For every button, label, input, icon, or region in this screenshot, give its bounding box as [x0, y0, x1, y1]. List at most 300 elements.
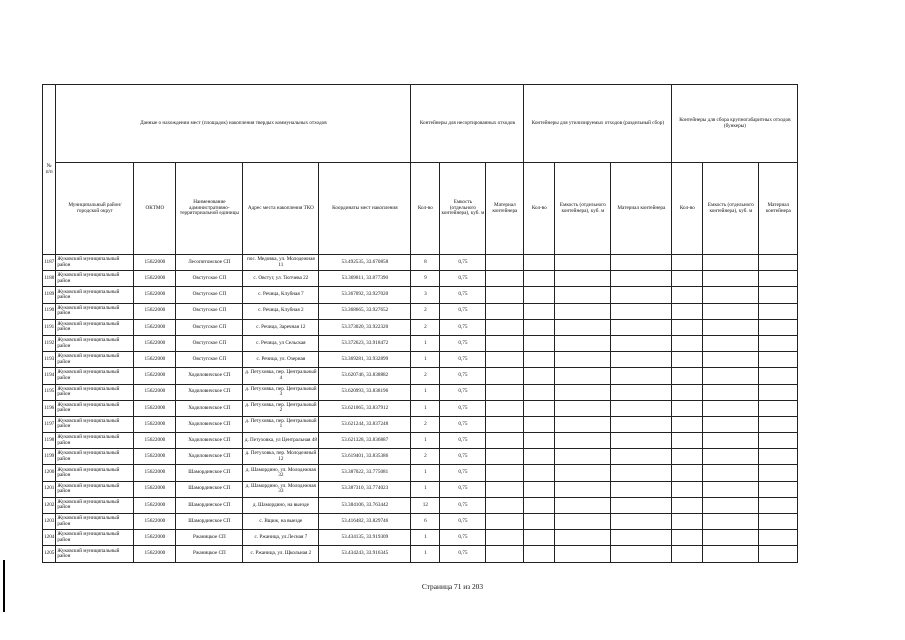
cell-address: с. Речица, Клубная 2 [243, 303, 319, 319]
cell-coords: 53.368665, 33.927652 [319, 303, 411, 319]
cell-coords: 53.620746, 33.838882 [319, 368, 411, 384]
header-district: Муниципальный район/городской округ [56, 163, 134, 255]
cell-empty [555, 433, 611, 449]
cell-unit: Овстугское СП [176, 335, 243, 351]
cell-address: д. Петуховка, пер. Центральный 2 [243, 400, 319, 416]
cell-empty [555, 335, 611, 351]
cell-coords: 53.434135, 33.919309 [319, 530, 411, 546]
table-row [43, 255, 798, 271]
cell-n: 1197 [43, 416, 56, 432]
cell-empty [524, 433, 555, 449]
cell-empty [486, 368, 524, 384]
cell-cap: 0,75 [440, 433, 486, 449]
cell-empty [611, 514, 672, 530]
cell-n: 1201 [43, 481, 56, 497]
cell-cap: 0,75 [440, 514, 486, 530]
cell-empty [759, 497, 798, 513]
cell-empty [486, 530, 524, 546]
cell-empty [672, 514, 703, 530]
cell-oktmo: 15622000 [134, 271, 176, 287]
cell-empty [486, 384, 524, 400]
cell-empty [486, 303, 524, 319]
cell-district: Жуковский муниципальный район [56, 255, 134, 271]
cell-district: Жуковский муниципальный район [56, 497, 134, 513]
cell-n: 1190 [43, 303, 56, 319]
cell-empty [703, 465, 759, 481]
cell-empty [555, 287, 611, 303]
cell-n: 1193 [43, 352, 56, 368]
cell-empty [611, 497, 672, 513]
cell-n: 1198 [43, 433, 56, 449]
cell-n: 1199 [43, 449, 56, 465]
scan-edge-mark [3, 560, 5, 612]
header-unit-name: Наименование административно-территориальной единицы [176, 163, 243, 255]
cell-empty [486, 481, 524, 497]
cell-empty [759, 255, 798, 271]
cell-oktmo: 15622000 [134, 481, 176, 497]
table-row [43, 319, 798, 335]
header-capacity-bulky: Емкость (отдельного контейнера), куб. м [703, 163, 759, 255]
cell-empty [524, 546, 555, 562]
cell-empty [486, 514, 524, 530]
cell-empty [486, 352, 524, 368]
cell-empty [555, 319, 611, 335]
cell-empty [611, 433, 672, 449]
cell-empty [672, 352, 703, 368]
cell-empty [555, 546, 611, 562]
cell-empty [759, 335, 798, 351]
header-number: № п/п [43, 85, 56, 255]
cell-qty: 2 [411, 319, 440, 335]
cell-coords: 53.369281, 33.932899 [319, 352, 411, 368]
cell-empty [703, 481, 759, 497]
cell-coords: 53.384106, 33.763442 [319, 497, 411, 513]
cell-empty [672, 368, 703, 384]
cell-oktmo: 15622000 [134, 546, 176, 562]
cell-district: Жуковский муниципальный район [56, 319, 134, 335]
cell-empty [611, 416, 672, 432]
cell-n: 1196 [43, 400, 56, 416]
cell-empty [555, 384, 611, 400]
cell-unit: Ходиловичское СП [176, 368, 243, 384]
cell-empty [703, 433, 759, 449]
cell-address: с. Овстуг, ул. Тютчева 22 [243, 271, 319, 287]
cell-coords: 53.621328, 33.836887 [319, 433, 411, 449]
cell-n: 1192 [43, 335, 56, 351]
cell-empty [703, 530, 759, 546]
cell-empty [759, 530, 798, 546]
cell-n: 1187 [43, 255, 56, 271]
cell-empty [703, 335, 759, 351]
cell-empty [555, 497, 611, 513]
cell-unit: Ходиловичское СП [176, 384, 243, 400]
cell-empty [703, 514, 759, 530]
cell-n: 1191 [43, 319, 56, 335]
cell-empty [703, 400, 759, 416]
cell-empty [703, 384, 759, 400]
cell-empty [672, 416, 703, 432]
cell-coords: 53.492535, 33.670858 [319, 255, 411, 271]
cell-empty [524, 319, 555, 335]
cell-empty [524, 384, 555, 400]
cell-empty [555, 514, 611, 530]
cell-empty [672, 530, 703, 546]
cell-district: Жуковский муниципальный район [56, 400, 134, 416]
cell-coords: 53.372623, 33.918472 [319, 335, 411, 351]
cell-empty [555, 400, 611, 416]
cell-empty [759, 287, 798, 303]
header-group-unsorted: Контейнеры для несортированных отходов [411, 85, 524, 163]
table-row [43, 368, 798, 384]
cell-qty: 3 [411, 287, 440, 303]
cell-district: Жуковский муниципальный район [56, 287, 134, 303]
cell-district: Жуковский муниципальный район [56, 384, 134, 400]
cell-cap: 0,75 [440, 287, 486, 303]
cell-unit: Ходиловичское СП [176, 449, 243, 465]
cell-empty [486, 319, 524, 335]
cell-empty [672, 449, 703, 465]
cell-empty [555, 465, 611, 481]
table-row [43, 530, 798, 546]
cell-cap: 0,75 [440, 400, 486, 416]
cell-empty [524, 530, 555, 546]
cell-empty [524, 481, 555, 497]
table-row [43, 303, 798, 319]
cell-qty: 1 [411, 335, 440, 351]
cell-empty [759, 352, 798, 368]
cell-empty [672, 384, 703, 400]
cell-address: д. Петуховка, пер. Центральный 4 [243, 368, 319, 384]
cell-empty [759, 433, 798, 449]
cell-cap: 0,75 [440, 449, 486, 465]
cell-unit: Шамординское СП [176, 497, 243, 513]
cell-coords: 53.621244, 33.837248 [319, 416, 411, 432]
cell-empty [524, 400, 555, 416]
cell-coords: 53.373020, 33.922320 [319, 319, 411, 335]
cell-address: д. Шамордино, ул. Молодежная 32 [243, 465, 319, 481]
cell-empty [486, 416, 524, 432]
cell-empty [672, 400, 703, 416]
cell-empty [611, 465, 672, 481]
cell-unit: Лесопитомское СП [176, 255, 243, 271]
cell-n: 1204 [43, 530, 56, 546]
cell-n: 1203 [43, 514, 56, 530]
cell-empty [611, 352, 672, 368]
cell-cap: 0,75 [440, 546, 486, 562]
cell-qty: 2 [411, 449, 440, 465]
cell-empty [703, 255, 759, 271]
cell-empty [703, 546, 759, 562]
cell-qty: 6 [411, 514, 440, 530]
cell-empty [555, 352, 611, 368]
cell-district: Жуковский муниципальный район [56, 514, 134, 530]
table-row [43, 271, 798, 287]
table-row [43, 384, 798, 400]
cell-oktmo: 15622000 [134, 255, 176, 271]
cell-cap: 0,75 [440, 368, 486, 384]
cell-empty [486, 255, 524, 271]
cell-empty [486, 465, 524, 481]
cell-empty [524, 416, 555, 432]
cell-oktmo: 15622000 [134, 433, 176, 449]
cell-address: д. Петуховка, ул Центральная 48 [243, 433, 319, 449]
cell-empty [759, 546, 798, 562]
table-row [43, 400, 798, 416]
cell-empty [672, 546, 703, 562]
cell-address: с. Вщиж, на выезде [243, 514, 319, 530]
cell-qty: 12 [411, 497, 440, 513]
cell-qty: 8 [411, 255, 440, 271]
cell-empty [672, 319, 703, 335]
cell-empty [486, 433, 524, 449]
cell-qty: 1 [411, 400, 440, 416]
cell-address: с. Речица, ул Сельская [243, 335, 319, 351]
cell-empty [524, 465, 555, 481]
table-row [43, 449, 798, 465]
cell-oktmo: 15622000 [134, 287, 176, 303]
cell-cap: 0,75 [440, 352, 486, 368]
cell-address: д. Петуховка, пер. Молодежный 12 [243, 449, 319, 465]
cell-unit: Ходиловичское СП [176, 416, 243, 432]
cell-district: Жуковский муниципальный район [56, 271, 134, 287]
table-row [43, 481, 798, 497]
cell-cap: 0,75 [440, 530, 486, 546]
cell-qty: 2 [411, 368, 440, 384]
cell-empty [555, 449, 611, 465]
table-row [43, 352, 798, 368]
table-row [43, 514, 798, 530]
cell-address: с. Ржаница, ул.Лесная 7 [243, 530, 319, 546]
cell-empty [703, 497, 759, 513]
cell-cap: 0,75 [440, 319, 486, 335]
cell-qty: 1 [411, 384, 440, 400]
cell-n: 1200 [43, 465, 56, 481]
cell-empty [611, 319, 672, 335]
cell-empty [611, 271, 672, 287]
cell-empty [486, 497, 524, 513]
cell-oktmo: 15622000 [134, 319, 176, 335]
cell-empty [759, 514, 798, 530]
cell-cap: 0,75 [440, 335, 486, 351]
cell-district: Жуковский муниципальный район [56, 481, 134, 497]
cell-empty [672, 287, 703, 303]
cell-unit: Шамординское СП [176, 514, 243, 530]
cell-cap: 0,75 [440, 481, 486, 497]
cell-empty [759, 400, 798, 416]
cell-empty [611, 303, 672, 319]
cell-unit: Овстугское СП [176, 271, 243, 287]
cell-address: пос. Медовка, ул. Молодежная 11 [243, 255, 319, 271]
cell-empty [611, 481, 672, 497]
cell-district: Жуковский муниципальный район [56, 449, 134, 465]
cell-coords: 53.369811, 33.877390 [319, 271, 411, 287]
cell-address: с. Речица, Заречная 12 [243, 319, 319, 335]
page-counter: Страница 71 из 203 [421, 582, 484, 591]
cell-oktmo: 15622000 [134, 303, 176, 319]
cell-empty [486, 271, 524, 287]
cell-unit: Ходиловичское СП [176, 433, 243, 449]
cell-empty [555, 368, 611, 384]
cell-empty [759, 449, 798, 465]
cell-qty: 9 [411, 271, 440, 287]
cell-empty [703, 319, 759, 335]
cell-coords: 53.367092, 33.927020 [319, 287, 411, 303]
cell-address: с. Ржаница, ул. Щкольная 2 [243, 546, 319, 562]
table-row [43, 546, 798, 562]
cell-n: 1194 [43, 368, 56, 384]
cell-empty [486, 287, 524, 303]
cell-unit: Овстугское СП [176, 319, 243, 335]
cell-empty [524, 497, 555, 513]
cell-coords: 53.416482, 33.829746 [319, 514, 411, 530]
cell-qty: 1 [411, 465, 440, 481]
table-row [43, 416, 798, 432]
cell-oktmo: 15622000 [134, 497, 176, 513]
table-row [43, 335, 798, 351]
cell-address: с. Речица, ул. Озерная [243, 352, 319, 368]
cell-district: Жуковский муниципальный район [56, 465, 134, 481]
header-capacity-unsorted: Емкость (отдельного контейнера), куб. м [440, 163, 486, 255]
cell-empty [759, 319, 798, 335]
cell-empty [703, 352, 759, 368]
header-material-unsorted: Материал контейнера [486, 163, 524, 255]
cell-qty: 1 [411, 352, 440, 368]
cell-empty [703, 368, 759, 384]
header-address: Адрес места накопления ТКО [243, 163, 319, 255]
cell-district: Жуковский муниципальный район [56, 416, 134, 432]
cell-coords: 53.387022, 33.775081 [319, 465, 411, 481]
cell-empty [555, 481, 611, 497]
header-oktmo: ОКТМО [134, 163, 176, 255]
cell-n: 1195 [43, 384, 56, 400]
cell-oktmo: 15622000 [134, 368, 176, 384]
cell-unit: Овстугское СП [176, 303, 243, 319]
cell-cap: 0,75 [440, 416, 486, 432]
cell-qty: 2 [411, 416, 440, 432]
cell-empty [759, 481, 798, 497]
cell-empty [555, 303, 611, 319]
table-row [43, 433, 798, 449]
cell-empty [611, 287, 672, 303]
cell-empty [703, 287, 759, 303]
cell-address: с. Речица, Клубная 7 [243, 287, 319, 303]
header-qty-recyclable: Кол-во [524, 163, 555, 255]
header-coordinates: Координаты мест накопления [319, 163, 411, 255]
cell-empty [611, 384, 672, 400]
cell-empty [672, 271, 703, 287]
cell-qty: 1 [411, 433, 440, 449]
cell-empty [703, 271, 759, 287]
cell-cap: 0,75 [440, 255, 486, 271]
cell-empty [703, 449, 759, 465]
cell-empty [672, 433, 703, 449]
cell-empty [672, 303, 703, 319]
waste-sites-table [42, 84, 798, 563]
cell-empty [524, 352, 555, 368]
table-row [43, 287, 798, 303]
cell-empty [759, 416, 798, 432]
cell-empty [555, 416, 611, 432]
cell-coords: 53.387310, 33.774023 [319, 481, 411, 497]
cell-coords: 53.619401, 33.835386 [319, 449, 411, 465]
header-group-recyclable: Контейнеры для утилизируемых отходов (раздельный сбор) [524, 85, 672, 163]
header-capacity-recyclable: Емкость (отдельного контейнера), куб. м [555, 163, 611, 255]
header-group-location: Данные о нахождении мест (площадок) накопления твердых коммунальных отходов [56, 85, 411, 163]
cell-empty [759, 384, 798, 400]
cell-qty: 1 [411, 530, 440, 546]
table-row [43, 497, 798, 513]
cell-empty [672, 497, 703, 513]
cell-cap: 0,75 [440, 465, 486, 481]
cell-empty [524, 335, 555, 351]
cell-oktmo: 15622000 [134, 449, 176, 465]
cell-empty [672, 465, 703, 481]
cell-district: Жуковский муниципальный район [56, 546, 134, 562]
cell-district: Жуковский муниципальный район [56, 335, 134, 351]
cell-empty [486, 449, 524, 465]
cell-empty [524, 255, 555, 271]
cell-empty [759, 271, 798, 287]
cell-oktmo: 15622000 [134, 514, 176, 530]
cell-unit: Шамординское СП [176, 465, 243, 481]
cell-district: Жуковский муниципальный район [56, 433, 134, 449]
cell-oktmo: 15622000 [134, 530, 176, 546]
cell-oktmo: 15622000 [134, 384, 176, 400]
cell-address: д. Петуховка, пер. Центральный 3 [243, 384, 319, 400]
cell-empty [555, 530, 611, 546]
cell-district: Жуковский муниципальный район [56, 352, 134, 368]
cell-qty: 2 [411, 303, 440, 319]
cell-unit: Овстугское СП [176, 287, 243, 303]
cell-empty [555, 271, 611, 287]
cell-empty [524, 514, 555, 530]
cell-empty [524, 368, 555, 384]
cell-n: 1202 [43, 497, 56, 513]
header-material-recyclable: Материал контейнера [611, 163, 672, 255]
cell-empty [524, 449, 555, 465]
cell-n: 1189 [43, 287, 56, 303]
cell-oktmo: 15622000 [134, 416, 176, 432]
cell-n: 1205 [43, 546, 56, 562]
cell-unit: Шамординское СП [176, 481, 243, 497]
cell-qty: 1 [411, 546, 440, 562]
cell-empty [611, 400, 672, 416]
cell-cap: 0,75 [440, 497, 486, 513]
cell-address: д. Петуховка, пер. Центральный 1 [243, 416, 319, 432]
header-qty-unsorted: Кол-во [411, 163, 440, 255]
cell-unit: Ржаницкое СП [176, 546, 243, 562]
cell-empty [759, 303, 798, 319]
cell-coords: 53.434243, 33.916345 [319, 546, 411, 562]
cell-oktmo: 15622000 [134, 335, 176, 351]
cell-cap: 0,75 [440, 271, 486, 287]
cell-cap: 0,75 [440, 303, 486, 319]
cell-empty [611, 546, 672, 562]
header-material-bulky: Материал контейнера [759, 163, 798, 255]
cell-coords: 53.621065, 33.837912 [319, 400, 411, 416]
cell-n: 1188 [43, 271, 56, 287]
cell-coords: 53.620993, 33.838196 [319, 384, 411, 400]
cell-unit: Ходиловичское СП [176, 400, 243, 416]
cell-empty [486, 546, 524, 562]
cell-empty [524, 287, 555, 303]
cell-empty [524, 303, 555, 319]
cell-qty: 1 [411, 481, 440, 497]
cell-empty [486, 335, 524, 351]
cell-empty [611, 530, 672, 546]
cell-empty [555, 255, 611, 271]
cell-empty [524, 271, 555, 287]
